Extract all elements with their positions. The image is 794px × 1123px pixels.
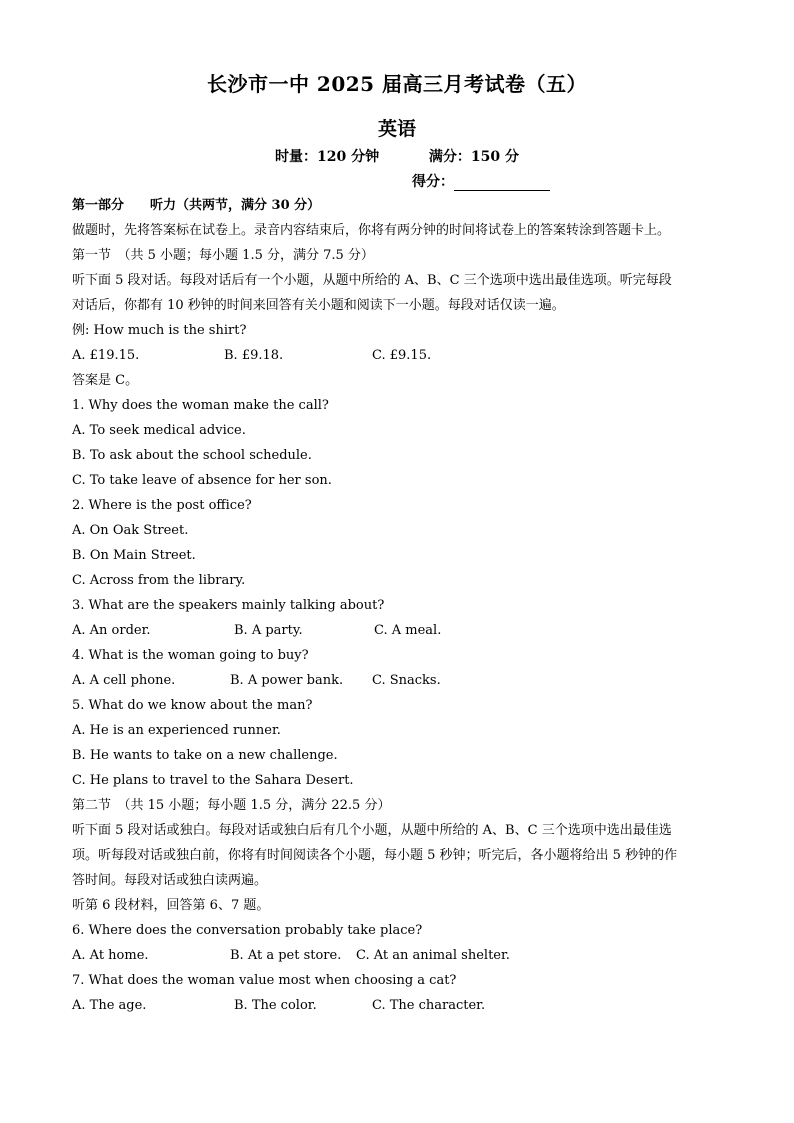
section2-heading: 第二节 （共 15 小题；每小题 1.5 分，满分 22.5 分） (72, 798, 391, 813)
part1-instruction: 做题时，先将答案标在试卷上。录音内容结束后，你将有两分钟的时间将试卷上的答案转涂到答题卡上。 (72, 223, 671, 238)
score-field (412, 171, 550, 191)
time-limit: 时量：120 分钟 (275, 149, 380, 165)
question-4-option-a: A. A cell phone. (72, 673, 176, 688)
question-3: 3. What are the speakers mainly talking about? (72, 598, 385, 613)
question-3-options (72, 621, 722, 646)
example-option-a: A. £19.15. (72, 348, 140, 363)
full-score: 满分：150 分 (428, 149, 519, 165)
question-4: 4. What is the woman going to buy? (72, 648, 309, 663)
exam-meta (0, 146, 794, 166)
section1-instruction-line2: 对话后，你都有 10 秒钟的时间来回答有关小题和阅读下一小题。每段对话仅读一遍。 (72, 298, 565, 313)
section2-instruction-line2: 项。听每段对话或独白前，你将有时间阅读各个小题，每小题 5 秒钟；听完后，各小题将给出 5 秒钟的作 (72, 848, 678, 863)
score-label: 得分： (412, 174, 454, 190)
question-7-options (72, 996, 722, 1021)
section1-heading: 第一节 （共 5 小题；每小题 1.5 分，满分 7.5 分） (72, 248, 374, 263)
question-5-option-c: C. He plans to travel to the Sahara Desert. (72, 773, 354, 788)
question-2-option-c: C. Across from the library. (72, 573, 246, 588)
question-2-option-a: A. On Oak Street. (72, 523, 189, 538)
question-4-options (72, 671, 722, 696)
section1-instruction-line1: 听下面 5 段对话。每段对话后有一个小题，从题中所给的 A、B、C 三个选项中选出最佳选项。听完每段 (72, 273, 672, 288)
section2-instruction-line3: 答时间。每段对话或独白读两遍。 (72, 873, 268, 888)
question-5-option-a: A. He is an experienced runner. (72, 723, 281, 738)
example-options (72, 346, 722, 371)
material-6-note: 听第 6 段材料，回答第 6、7 题。 (72, 898, 270, 913)
question-1-option-c: C. To take leave of absence for her son. (72, 473, 332, 488)
example-option-b: B. £9.18. (224, 348, 284, 363)
question-2-option-b: B. On Main Street. (72, 548, 196, 563)
example-question: 例: How much is the shirt? (72, 323, 247, 338)
question-6-options (72, 946, 722, 971)
question-5-option-b: B. He wants to take on a new challenge. (72, 748, 338, 763)
question-7: 7. What does the woman value most when choosing a cat? (72, 973, 457, 988)
example-option-c: C. £9.15. (372, 348, 432, 363)
question-2: 2. Where is the post office? (72, 498, 252, 513)
question-4-option-b: B. A power bank. (230, 673, 344, 688)
exam-content (72, 196, 722, 1021)
question-6-option-a: A. At home. (72, 948, 149, 963)
exam-title: 长沙市一中 2025 届高三月考试卷（五） (206, 72, 588, 96)
score-blank[interactable] (454, 176, 550, 191)
question-3-option-a: A. An order. (72, 623, 151, 638)
question-5: 5. What do we know about the man? (72, 698, 313, 713)
question-6: 6. Where does the conversation probably take place? (72, 923, 423, 938)
question-1-option-b: B. To ask about the school schedule. (72, 448, 312, 463)
section2-instruction-line1: 听下面 5 段对话或独白。每段对话或独白后有几个小题，从题中所给的 A、B、C 三个选项中选出最佳选 (72, 823, 672, 838)
example-answer: 答案是 C。 (72, 373, 139, 388)
question-7-option-b: B. The color. (234, 998, 317, 1013)
question-7-option-c: C. The character. (372, 998, 486, 1013)
question-3-option-b: B. A party. (234, 623, 303, 638)
question-1: 1. Why does the woman make the call? (72, 398, 329, 413)
question-6-option-b: B. At a pet store. (230, 948, 342, 963)
question-1-option-a: A. To seek medical advice. (72, 423, 246, 438)
question-7-option-a: A. The age. (72, 998, 147, 1013)
question-6-option-c: C. At an animal shelter. (356, 948, 510, 963)
question-3-option-c: C. A meal. (374, 623, 442, 638)
part1-heading: 第一部分 听力（共两节，满分 30 分） (72, 198, 321, 213)
subject-title: 英语 (377, 118, 416, 140)
question-4-option-c: C. Snacks. (372, 673, 441, 688)
